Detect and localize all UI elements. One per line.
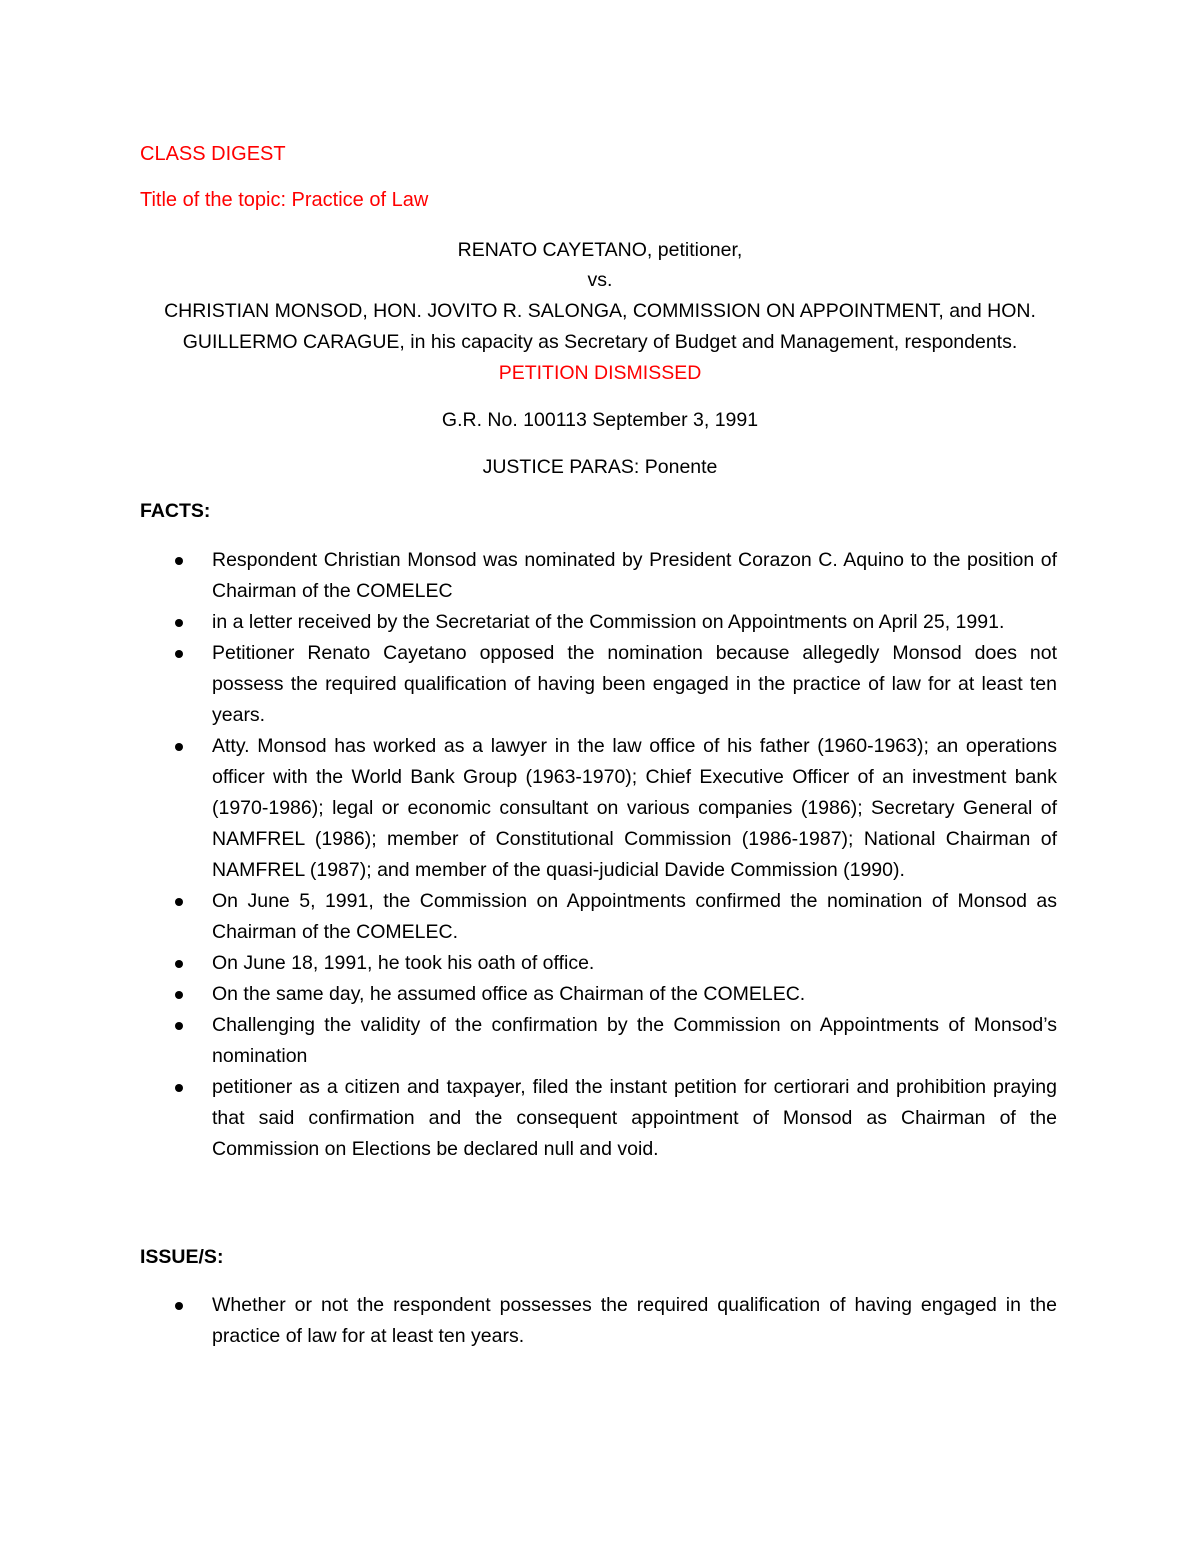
vs-line: vs. bbox=[587, 269, 613, 291]
ruling-line: PETITION DISMISSED bbox=[498, 362, 702, 384]
list-item: in a letter received by the Secretariat of the Commission on Appointments on April 25, 1991. bbox=[212, 607, 1057, 638]
list-item: On June 18, 1991, he took his oath of office. bbox=[212, 948, 1057, 979]
petitioner-line: RENATO CAYETANO, petitioner, bbox=[457, 239, 743, 261]
list-item: On June 5, 1991, the Commission on Appointments confirmed the nomination of Monsod as Chairman of the COMELEC. bbox=[212, 886, 1057, 948]
list-item: Petitioner Renato Cayetano opposed the nomination because allegedly Monsod does not possess the required qualification of having been engaged in the practice of law for at least ten years. bbox=[212, 638, 1057, 731]
gr-number-line: G.R. No. 100113 September 3, 1991 bbox=[441, 409, 759, 431]
list-item: Respondent Christian Monsod was nominated by President Corazon C. Aquino to the position of Chairman of the COMELEC bbox=[212, 545, 1057, 607]
list-item: On the same day, he assumed office as Chairman of the COMELEC. bbox=[212, 979, 1057, 1010]
ponente-line: JUSTICE PARAS: Ponente bbox=[482, 456, 718, 478]
list-item: Challenging the validity of the confirmation by the Commission on Appointments of Monsod’s nomination bbox=[212, 1010, 1057, 1072]
class-digest-heading: CLASS DIGEST bbox=[140, 143, 286, 165]
list-item: Whether or not the respondent possesses the required qualification of having engaged in the practice of law for at least ten years. bbox=[212, 1290, 1057, 1352]
list-item: petitioner as a citizen and taxpayer, filed the instant petition for certiorari and prohibition praying that said confirmation and the consequent appointment of Monsod as Chairman of the Commission on Elections be declared null and void. bbox=[212, 1072, 1057, 1165]
facts-list bbox=[212, 545, 1057, 1165]
list-item: Atty. Monsod has worked as a lawyer in the law office of his father (1960-1963); an operations officer with the World Bank Group (1963-1970); Chief Executive Officer of an investment bank (1970-1986); legal or economic consultant on various companies (1986); Secretary General of NAMFREL (1986); member of Constitutional Commission (1986-1987); National Chairman of NAMFREL (1987); and member of the quasi-judicial Davide Commission (1990). bbox=[212, 731, 1057, 886]
issues-label: ISSUE/S: bbox=[140, 1246, 224, 1268]
issues-list bbox=[212, 1290, 1057, 1352]
respondents-line-1: CHRISTIAN MONSOD, HON. JOVITO R. SALONGA, COMMISSION ON APPOINTMENT, and HON. bbox=[164, 300, 1036, 322]
facts-label: FACTS: bbox=[140, 500, 211, 522]
topic-title: Title of the topic: Practice of Law bbox=[140, 189, 429, 211]
respondents-line-2: GUILLERMO CARAGUE, in his capacity as Secretary of Budget and Management, respondents. bbox=[182, 331, 1018, 353]
